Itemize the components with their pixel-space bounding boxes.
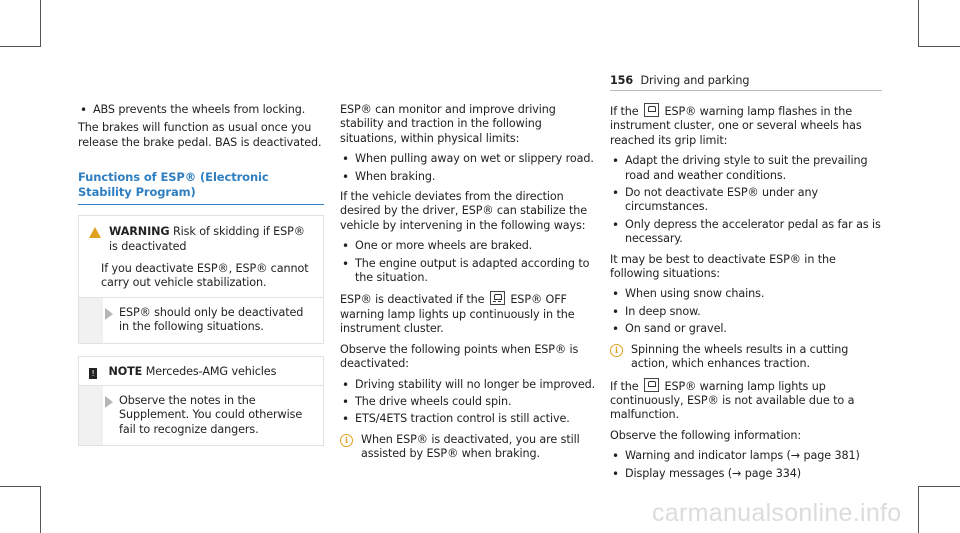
esp-warning-lamp-icon (644, 103, 659, 117)
heading-rule (78, 204, 324, 205)
crop-mark (918, 46, 960, 47)
note-step-text: Observe the notes in the Supplement. You could otherwise fail to recognize dangers. (119, 394, 303, 436)
reference-list (610, 449, 882, 481)
crop-mark (0, 486, 41, 487)
list-item: • Only depress the accelerator pedal as far as is necessary. (610, 218, 882, 247)
observe-info-paragraph: Observe the following information: (610, 428, 801, 442)
crop-mark (40, 0, 41, 47)
section-title: Driving and parking (640, 74, 750, 87)
flashes-text-after: ESP® warning lamp flashes in the instrument cluster, one or several wheels has reached its grip limit: (610, 105, 862, 147)
warning-paragraph: If you deactivate ESP®, ESP® cannot carry out vehicle stabilization. (101, 262, 309, 290)
list-item[interactable]: • Display messages (→ page 334) (610, 467, 882, 481)
intro-paragraph: ESP® can monitor and improve driving stability and traction in the following situations, within physical limits: (340, 103, 556, 145)
list-item: • Adapt the driving style to suit the prevailing road and weather conditions. (610, 154, 882, 183)
flashes-paragraph (610, 103, 882, 148)
list-item: • The engine output is adapted according to the situation. (340, 257, 598, 286)
esp-off-paragraph (340, 291, 598, 336)
info-note (610, 343, 882, 372)
list-item: • Do not deactivate ESP® under any circumstances. (610, 186, 882, 215)
deactivate-situations-list (610, 287, 882, 336)
list-item: • ETS/4ETS traction control is still active. (340, 412, 598, 426)
info-text: Spinning the wheels results in a cutting action, which enhances traction. (631, 342, 849, 371)
abs-bullet-list (78, 103, 324, 117)
flashes-text-before: If the (610, 105, 639, 118)
intervention-list (340, 239, 598, 285)
warning-icon (89, 227, 101, 238)
observe-paragraph: Observe the following points when ESP® is deactivated: (340, 342, 579, 371)
list-item: • In deep snow. (610, 305, 882, 319)
brakes-paragraph: The brakes will function as usual once you release the brake pedal. BAS is deactivated. (78, 121, 322, 149)
warning-title: WARNING (109, 225, 170, 239)
list-item: • One or more wheels are braked. (340, 239, 598, 253)
malfunction-text-before: If the (610, 379, 639, 393)
crop-mark (0, 46, 41, 47)
info-note (340, 433, 598, 462)
header-rule (610, 90, 882, 91)
crop-mark (918, 486, 960, 487)
list-item[interactable]: • Warning and indicator lamps (→ page 381) (610, 449, 882, 463)
note-icon: ! (89, 368, 97, 379)
note-box (78, 356, 324, 447)
note-text: Mercedes-AMG vehicles (145, 364, 277, 378)
esp-off-warning-lamp-icon (490, 291, 505, 305)
esp-off-text-after: ESP® OFF warning lamp lights up continuously in the instrument cluster. (340, 293, 575, 336)
section-heading: Functions of ESP® (Electronic Stability Program) (78, 170, 269, 200)
arrow-right-icon (105, 308, 113, 320)
warning-text: Risk of skidding if ESP® is deactivated (109, 225, 305, 253)
step-bar (79, 386, 103, 445)
warning-step-text: ESP® should only be deactivated in the following situations. (119, 305, 304, 334)
warning-step (79, 298, 323, 343)
list-item: • When braking. (340, 170, 598, 184)
list-item: • When pulling away on wet or slippery road. (340, 152, 598, 166)
page-number: 156 (610, 74, 634, 87)
step-bar (79, 298, 103, 343)
warning-box (78, 215, 324, 343)
esp-off-text-before: ESP® is deactivated if the (340, 293, 485, 307)
malfunction-paragraph (610, 378, 882, 423)
note-step (79, 386, 323, 445)
info-text: When ESP® is deactivated, you are still assisted by ESP® when braking. (361, 432, 580, 461)
column-2 (340, 103, 598, 462)
column-3 (610, 103, 882, 487)
info-icon: i (340, 434, 353, 447)
warning-header (79, 216, 323, 254)
note-header (79, 357, 323, 385)
column-1 (78, 103, 324, 446)
deviation-paragraph: If the vehicle deviates from the direction desired by the driver, ESP® can stabilize the vehicle by intervening in the following ways: (340, 190, 588, 232)
grip-limit-list (610, 154, 882, 246)
list-item: • ABS prevents the wheels from locking. (78, 103, 324, 117)
page-header (610, 74, 882, 88)
crop-mark (918, 0, 919, 47)
list-item: • On sand or gravel. (610, 322, 882, 336)
crop-mark (918, 486, 919, 533)
deactivated-list (340, 378, 598, 427)
list-item: • When using snow chains. (610, 287, 882, 301)
list-item: • The drive wheels could spin. (340, 395, 598, 409)
esp-warning-lamp-icon (644, 378, 659, 392)
malfunction-text-after: ESP® warning lamp lights up continuously, ESP® is not available due to a malfunction. (610, 379, 855, 422)
note-title: NOTE (108, 364, 143, 378)
crop-mark (40, 486, 41, 533)
watermark: carmanualsonline.info (652, 499, 902, 527)
situations-list (340, 152, 598, 184)
arrow-right-icon (105, 396, 113, 408)
info-icon: i (610, 344, 623, 357)
deactivate-paragraph: It may be best to deactivate ESP® in the following situations: (610, 252, 836, 281)
list-item: • Driving stability will no longer be improved. (340, 378, 598, 392)
